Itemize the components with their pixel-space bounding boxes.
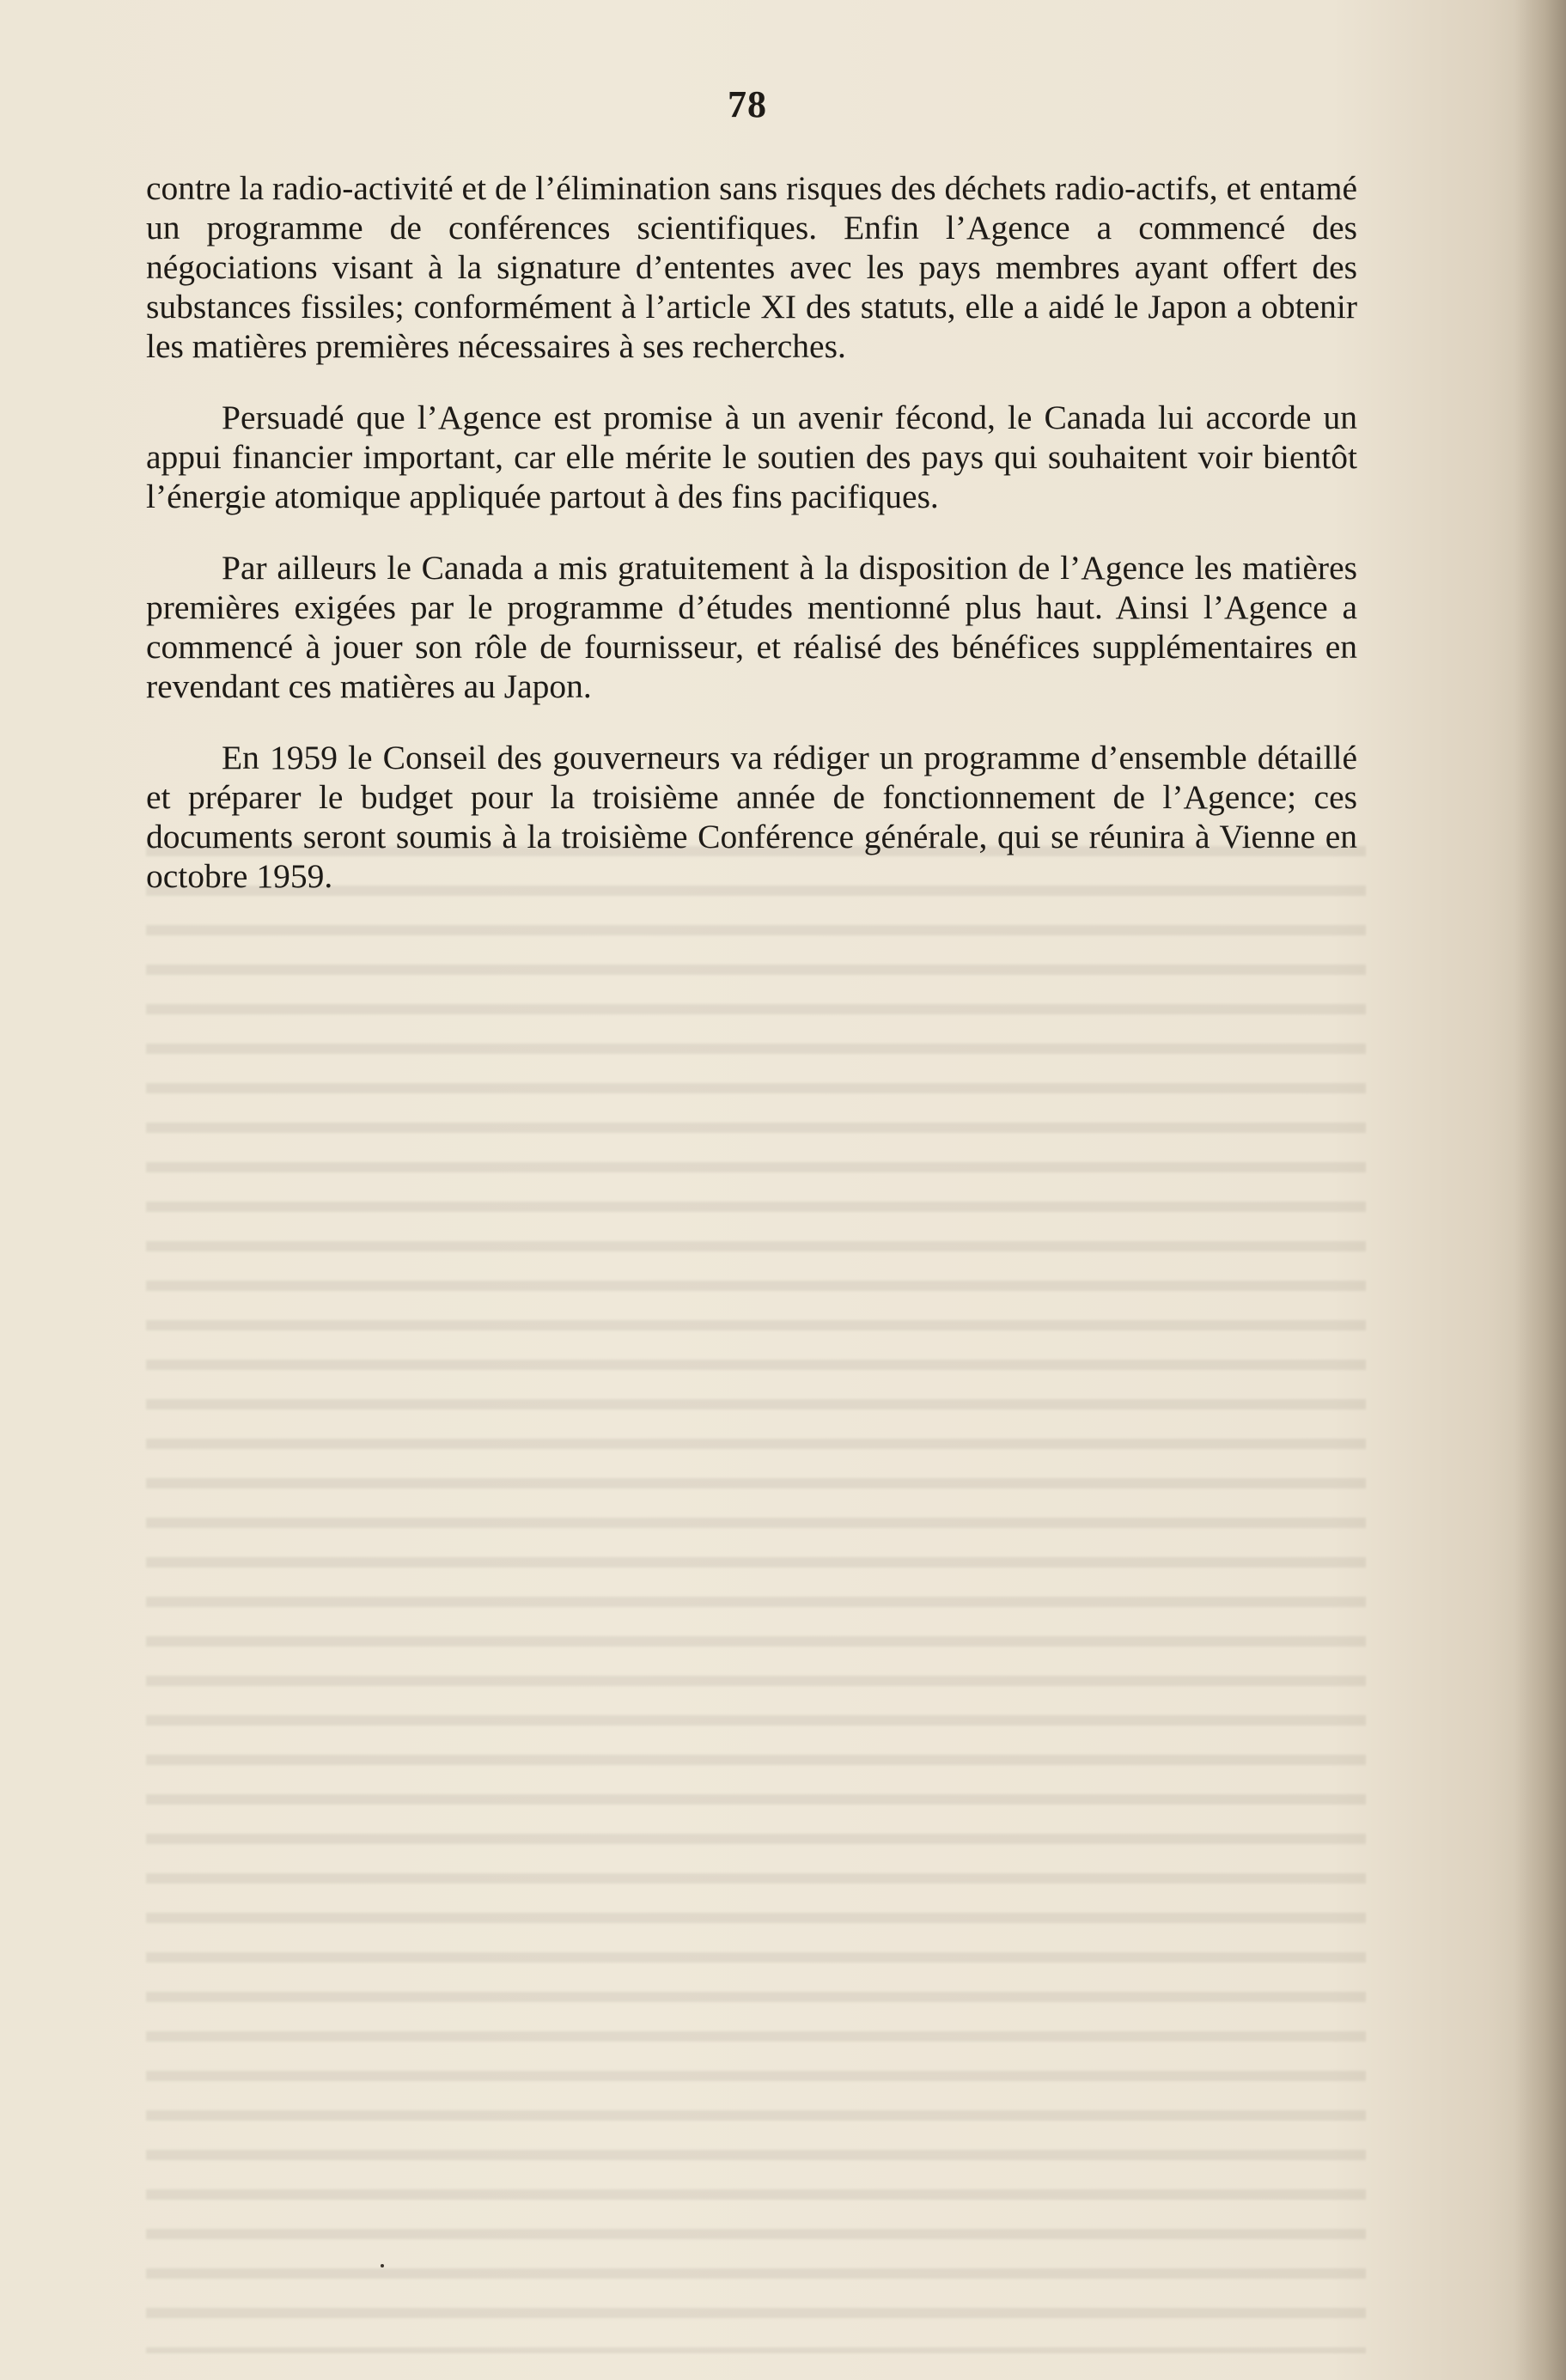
show-through-text — [146, 825, 1366, 2353]
page-number: 78 — [728, 83, 767, 125]
paragraph-2: Persuadé que l’Agence est promise à un avenir fécond, le Canada lui accorde un appui financier important, car elle mérite le soutien des pays qui souhaitent voir bientôt l’énergie atomique appliquée partout à des fins pacifiques. — [146, 399, 1357, 515]
paragraph-4: En 1959 le Conseil des gouverneurs va rédiger un programme d’ensemble détaillé et préparer le budget pour la troisième année de fonctionnement de l’Agence; ces documents seront soumis à la troisième Conférence générale, qui se réunira à Vienne en octobre 1959. — [146, 739, 1357, 895]
ink-speck — [381, 2264, 384, 2267]
page-gutter-shadow — [1514, 0, 1566, 2380]
paragraph-3: Par ailleurs le Canada a mis gratuitement à la disposition de l’Agence les matières premières exigées par le programme d’études mentionné plus haut. Ainsi l’Agence a commencé à jouer son rôle de fournisseur, et réalisé des bénéfices supplémentaires en revendant ces matières au Japon. — [146, 549, 1357, 705]
paragraph-1: contre la radio-activité et de l’élimination sans risques des déchets radio-actifs, et entamé un programme de conférences scientifiques. Enfin l’Agence a commencé des négociations visant à la signature d’ententes avec les pays membres ayant offert des substances fissiles; conformément à l’article XI des statuts, elle a aidé le Japon a obtenir les matières premières nécessaires à ses recherches. — [146, 169, 1357, 365]
body-text — [146, 168, 1357, 928]
